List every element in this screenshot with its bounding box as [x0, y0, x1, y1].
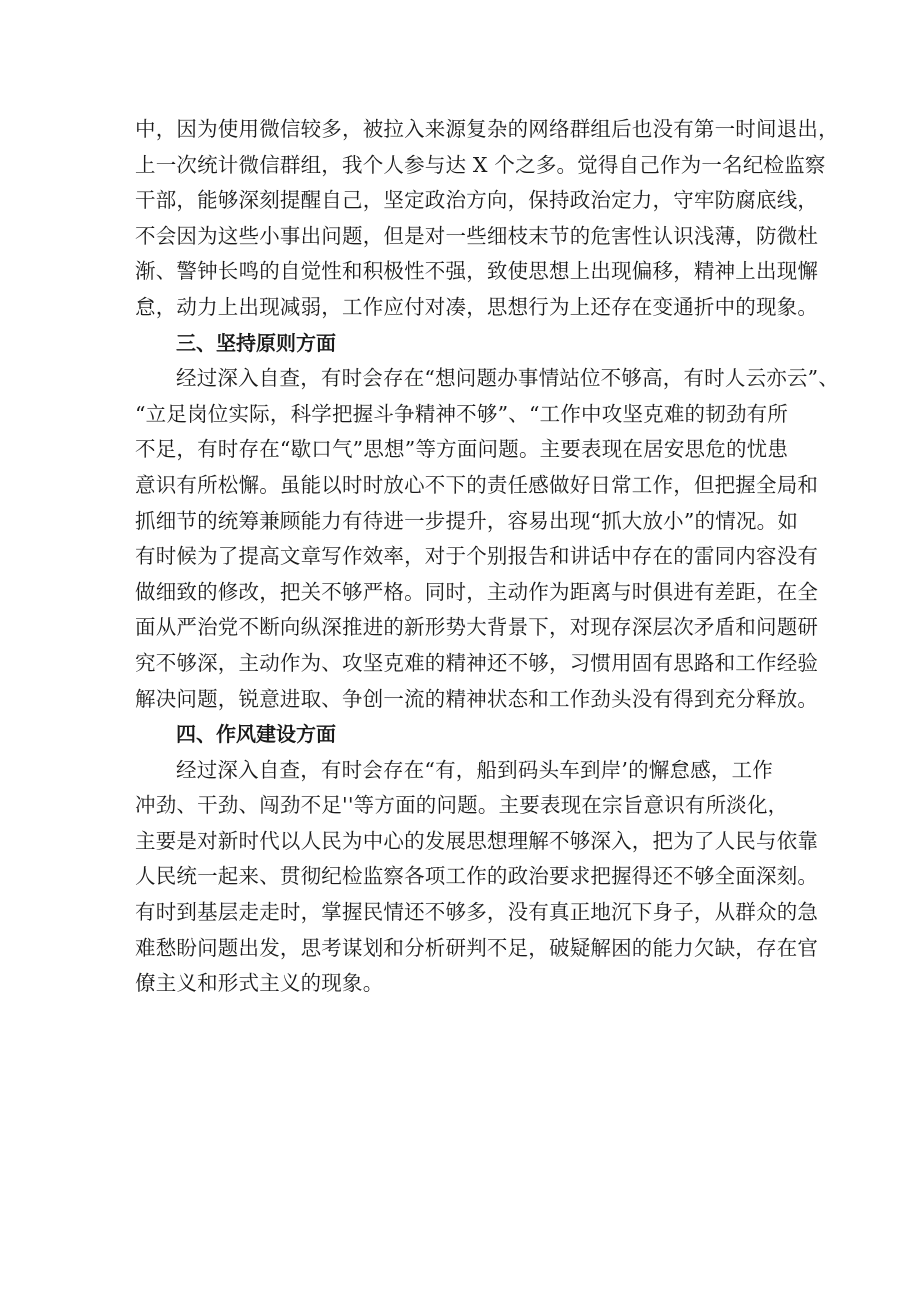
paragraph-line: “立足岗位实际，科学把握斗争精神不够”、“工作中攻坚克难的韧劲有所 [135, 401, 789, 426]
paragraph-line: 不足，有时存在“歇口气”思想”等方面问题。主要表现在居安思危的忧患 [135, 437, 789, 462]
paragraph-line: 有时到基层走走时，掌握民情还不够多，没有真正地沉下身子，从群众的急 [135, 900, 819, 925]
paragraph-line: 抓细节的统筹兼顾能力有待进一步提升，容易出现“抓大放小”的情况。如 [135, 508, 799, 533]
paragraph-line: 渐、警钟长鸣的自觉性和积极性不强，致使思想上出现偏移，精神上出现懈 [135, 259, 819, 284]
paragraph-line: 经过深入自查，有时会存在“有，船到码头车到岸’的懈怠感，工作 [176, 757, 773, 782]
paragraph-continuation [135, 112, 839, 326]
paragraph-line: 难愁盼问题出发，思考谋划和分析研判不足，破疑解困的能力欠缺，存在官 [135, 935, 819, 960]
paragraph-line: 有时候为了提高文章写作效率，对于个别报告和讲话中存在的雷同内容没有 [135, 544, 819, 569]
paragraph-line: 人民统一起来、贯彻纪检监察各项工作的政治要求把握得还不够全面深刻。 [135, 864, 819, 889]
paragraph-line: 意识有所松懈。虽能以时时放心不下的责任感做好日常工作，但把握全局和 [135, 472, 819, 497]
paragraph-line: 不会因为这些小事出问题，但是对一些细枝末节的危害性认识浅薄，防微杜 [135, 223, 819, 248]
paragraph-work-style [135, 753, 819, 1002]
paragraph-line: 上一次统计微信群组，我个人参与达 X 个之多。觉得自己作为一名纪检监察 [135, 152, 826, 177]
paragraph-line: 主要是对新时代以人民为中心的发展思想理解不够深入，把为了人民与依靠 [135, 828, 819, 853]
section-heading-work-style: 四、作风建设方面 [176, 722, 336, 747]
paragraph-line: 中，因为使用微信较多，被拉入来源复杂的网络群组后也没有第一时间退出， [135, 117, 839, 141]
paragraph-line: 面从严治党不断向纵深推进的新形势大背景下，对现存深层次矛盾和问题研 [135, 615, 819, 640]
paragraph-line: 解决问题，锐意进取、争创一流的精神状态和工作劲头没有得到充分释放。 [135, 686, 819, 711]
paragraph-principles [135, 361, 840, 717]
section-heading-principles: 三、坚持原则方面 [176, 330, 336, 355]
paragraph-line: 做细致的修改，把关不够严格。同时，主动作为距离与时俱进有差距，在全 [135, 579, 819, 604]
paragraph-line: 经过深入自查，有时会存在“想问题办事情站位不够高，有时人云亦云”、 [176, 366, 840, 391]
paragraph-line: 怠，动力上出现减弱，工作应付对凑，思想行为上还存在变通折中的现象。 [135, 294, 819, 319]
paragraph-line: 冲劲、干劲、闯劲不足''等方面的问题。主要表现在宗旨意识有所淡化， [135, 793, 789, 818]
paragraph-line: 僚主义和形式主义的现象。 [135, 971, 384, 996]
paragraph-line: 干部，能够深刻提醒自己，坚定政治方向，保持政治定力，守牢防腐底线， [135, 188, 819, 213]
paragraph-line: 究不够深，主动作为、攻坚克难的精神还不够，习惯用固有思路和工作经验 [135, 650, 819, 675]
